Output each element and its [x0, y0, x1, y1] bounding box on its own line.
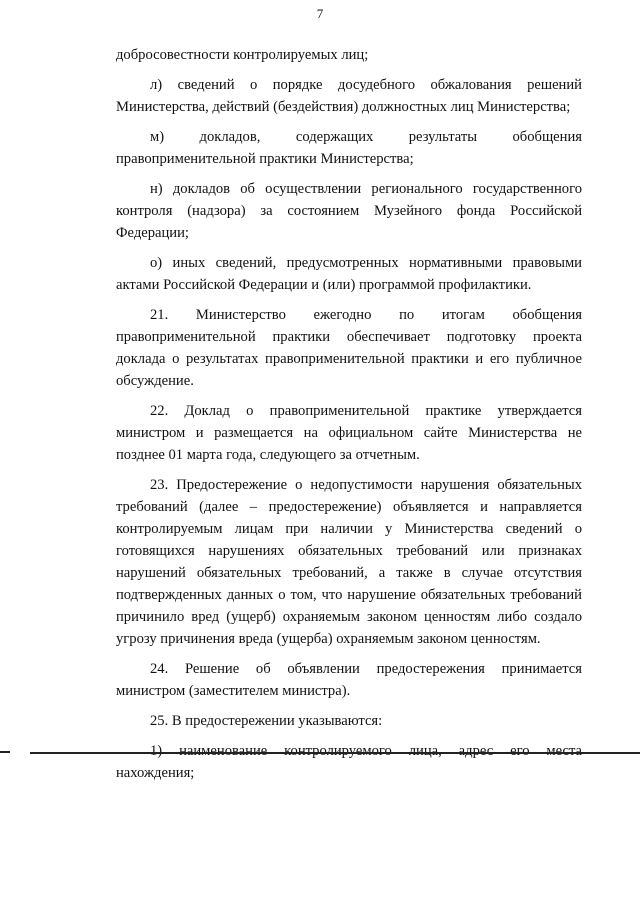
paragraph-continuation: добросовестности контролируемых лиц; — [116, 47, 369, 63]
paragraph-21: 21. Министерство ежегодно по итогам обобщения правоприменительной практики обеспечивает подготовку проекта доклада о результатах правоприменительной практики и его публичное обсуждение. — [116, 307, 582, 389]
paragraph-item-o: о) иных сведений, предусмотренных нормативными правовыми актами Российской Федерации и (или) программой профилактики. — [116, 255, 582, 293]
paragraph-22: 22. Доклад о правоприменительной практике утверждается министром и размещается на официальном сайте Министерства не позднее 01 марта года, следующего за отчетным. — [116, 403, 582, 463]
paragraph-25-item-1: 1) наименование контролируемого лица, адрес его места нахождения; — [116, 743, 582, 781]
page-number: 7 — [316, 6, 324, 21]
paragraph-24: 24. Решение об объявлении предостережения принимается министром (заместителем министра). — [116, 661, 582, 699]
paragraph-25: 25. В предостережении указываются: — [150, 713, 383, 729]
paragraph-item-n: н) докладов об осуществлении регионального государственного контроля (надзора) за состоянием Музейного фонда Российской Федерации; — [116, 181, 582, 241]
document-body — [116, 44, 582, 792]
paragraph-23: 23. Предостережение о недопустимости нарушения обязательных требований (далее – предостережение) объявляется и направляется контролируемым лицам при наличии у Министерства сведений о готовящихся нарушениях обязательных требований или признаках нарушений обязательных требований, а также в случае отсутствия подтвержденных данных о том, что нарушение обязательных требований причинило вред (ущерб) охраняемым законом ценностям либо создало угрозу причинения вреда (ущерба) охраняемым законом ценностям. — [116, 477, 582, 647]
page-edge-mark — [0, 751, 10, 753]
paragraph-item-m: м) докладов, содержащих результаты обобщения правоприменительной практики Министерства; — [116, 129, 582, 167]
page-separator-line — [30, 752, 640, 754]
paragraph-item-l: л) сведений о порядке досудебного обжалования решений Министерства, действий (бездействия) должностных лиц Министерства; — [116, 77, 582, 115]
